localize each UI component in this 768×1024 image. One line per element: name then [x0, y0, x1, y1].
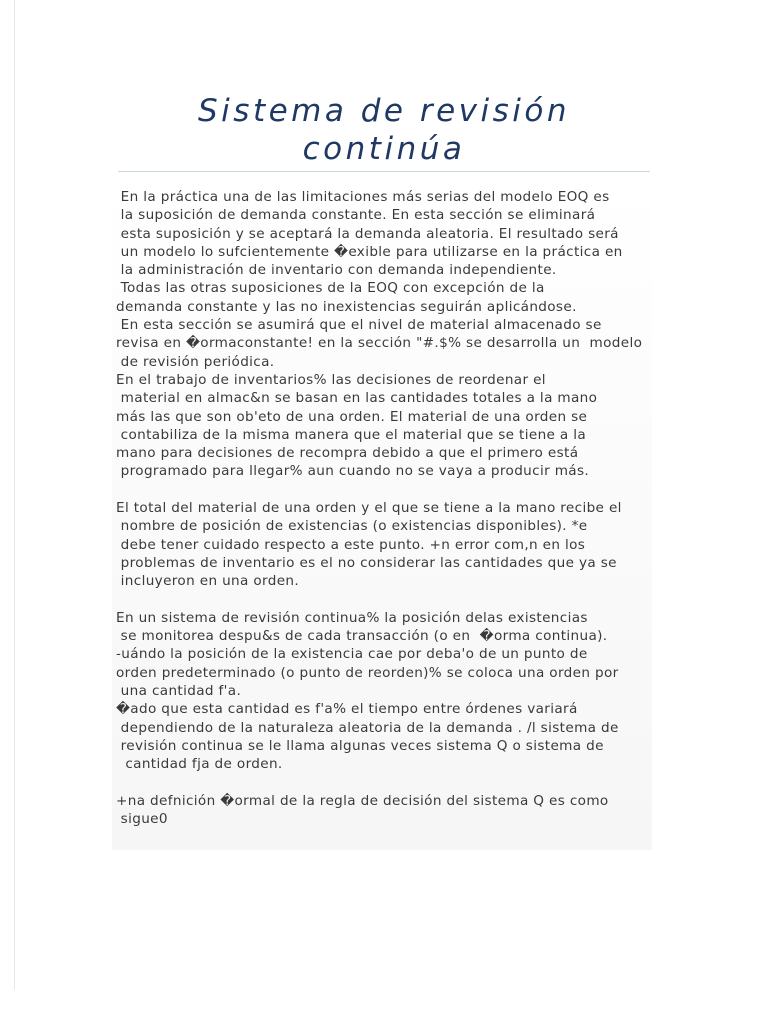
text-line: �ado que esta cantidad es f'a% el tiempo entre órdenes variará	[116, 701, 578, 718]
title-line-1: Sistema de revisión	[198, 93, 570, 129]
text-line: En el trabajo de inventarios% las decisiones de reordenar el	[116, 371, 546, 388]
text-line: revisa en �ormaconstante! en la sección "#.$% se desarrolla un modelo	[116, 335, 643, 352]
text-line: se monitorea despu&s de cada transacción (o en �orma continua).	[116, 628, 608, 645]
paragraph-gap	[116, 481, 652, 499]
text-line: dependiendo de la naturaleza aleatoria de la demanda . /l sistema de	[116, 719, 619, 736]
text-line: mano para decisiones de recompra debido a que el primero está	[116, 445, 579, 462]
text-line: programado para llegar% aun cuando no se vaya a producir más.	[116, 463, 590, 480]
text-line: Todas las otras suposiciones de la EOQ con excepción de la	[116, 280, 545, 297]
text-line: En esta sección se asumirá que el nivel de material almacenado se	[116, 317, 602, 334]
text-line: un modelo lo sufcientemente �exible para utilizarse en la práctica en	[116, 243, 623, 260]
text-line: revisión continua se le llama algunas veces sistema Q o sistema de	[116, 737, 604, 754]
text-line: debe tener cuidado respecto a este punto. +n error com,n en los	[116, 536, 586, 553]
text-line: -uándo la posición de la existencia cae por deba'o de un punto de	[116, 646, 588, 663]
text-line: la suposición de demanda constante. En esta sección se eliminará	[116, 207, 596, 224]
text-line: más las que son ob'eto de una orden. El material de una orden se	[116, 408, 588, 425]
text-line: contabiliza de la misma manera que el material que se tiene a la	[116, 426, 587, 443]
text-line: la administración de inventario con demanda independiente.	[116, 262, 557, 279]
paragraph	[116, 792, 652, 829]
text-line: una cantidad f'a.	[116, 683, 242, 700]
paragraph-gap	[116, 774, 652, 792]
title-line-2: continúa	[302, 131, 466, 167]
text-line: demanda constante y las no inexistencias seguirán aplicándose.	[116, 298, 577, 315]
text-line: de revisión periódica.	[116, 353, 275, 370]
text-line: cantidad fja de orden.	[116, 756, 283, 773]
text-line: problemas de inventario es el no considerar las cantidades que ya se	[116, 554, 617, 571]
text-line: sigue0	[116, 811, 168, 828]
text-line: El total del material de una orden y el que se tiene a la mano recibe el	[116, 500, 622, 517]
document-title	[118, 92, 650, 168]
title-divider	[118, 171, 650, 172]
paragraph	[116, 188, 652, 481]
text-line: En un sistema de revisión continua% la posición delas existencias	[116, 609, 588, 626]
body-text	[116, 188, 652, 828]
text-line: orden predeterminado (o punto de reorden)% se coloca una orden por	[116, 664, 619, 681]
text-line: En la práctica una de las limitaciones más serias del modelo EOQ es	[116, 189, 610, 205]
text-line: incluyeron en una orden.	[116, 573, 300, 590]
text-line: nombre de posición de existencias (o existencias disponibles). *e	[116, 518, 588, 535]
paragraph	[116, 609, 652, 774]
text-line: esta suposición y se aceptará la demanda aleatoria. El resultado será	[116, 225, 619, 242]
text-line: +na defnición �ormal de la regla de decisión del sistema Q es como	[116, 792, 609, 809]
page-edge	[14, 0, 15, 990]
paragraph-gap	[116, 591, 652, 609]
text-line: material en almac&n se basan en las cantidades totales a la mano	[116, 390, 598, 407]
paragraph	[116, 499, 652, 590]
